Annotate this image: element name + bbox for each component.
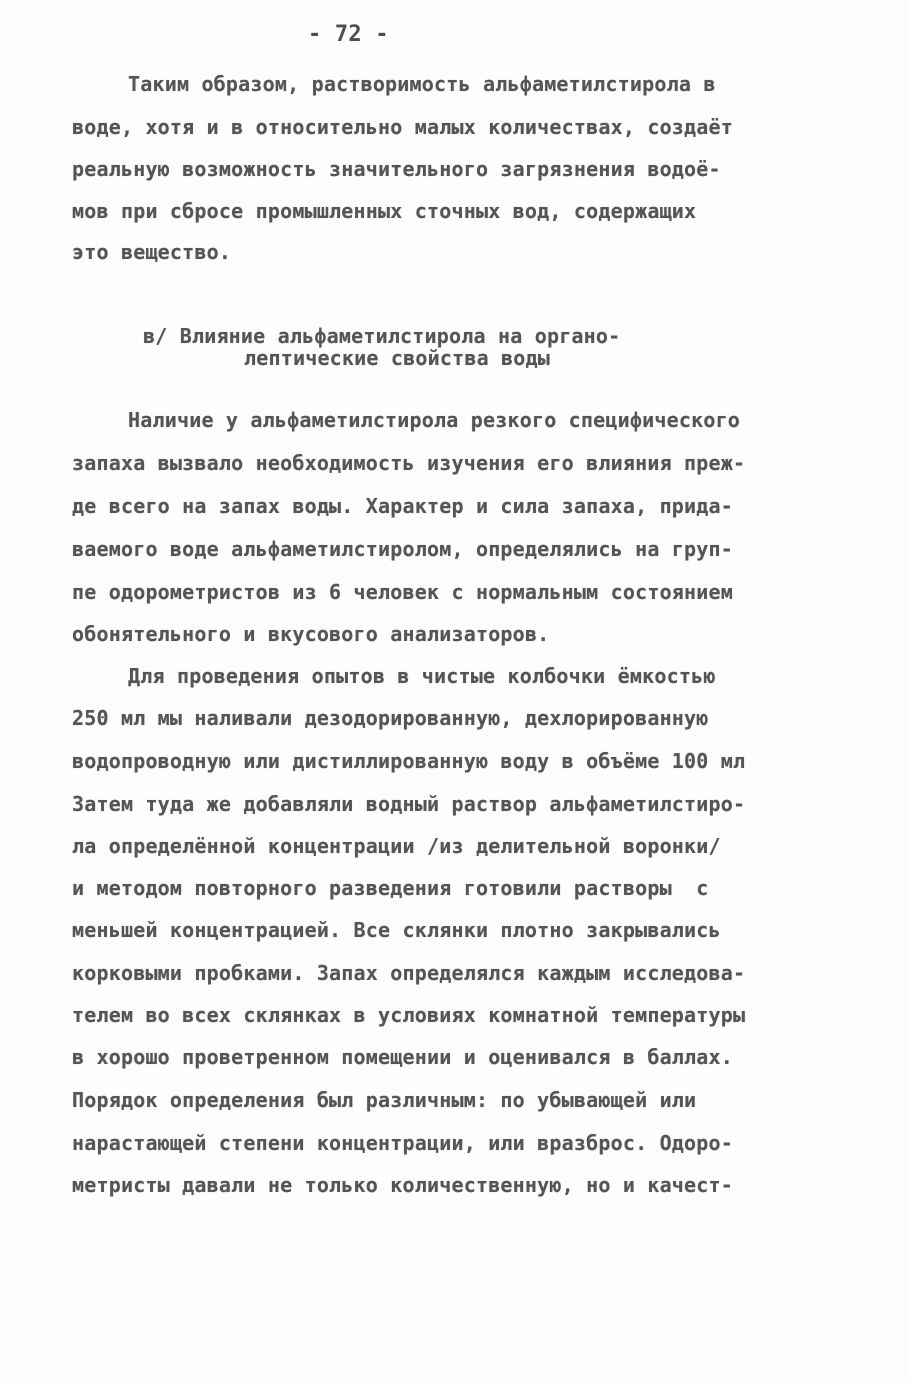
paragraph3-line-10: в хорошо проветренном помещении и оценивался в баллах. [72, 1045, 734, 1069]
section-heading-line-2: лептические свойства воды [244, 346, 551, 370]
paragraph3-line-2: 250 мл мы наливали дезодорированную, дехлорированную [72, 706, 709, 730]
paragraph2-line-4: ваемого воде альфаметилстиролом, определялись на груп- [72, 537, 734, 561]
paragraph2-line-5: пе одорометристов из 6 человек с нормальным состоянием [72, 580, 734, 604]
paragraph3-line-1: Для проведения опытов в чистые колбочки ёмкостью [128, 664, 716, 688]
paragraph1-line-1: Таким образом, растворимость альфаметилстирола в [128, 72, 716, 96]
paragraph2-line-2: запаха вызвало необходимость изучения его влияния преж- [72, 451, 746, 475]
paragraph3-line-13: метристы давали не только количественную, но и качест- [72, 1173, 734, 1197]
paragraph3-line-11: Порядок определения был различным: по убывающей или [72, 1088, 697, 1112]
page-number: - 72 - [308, 22, 389, 47]
paragraph3-line-8: корковыми пробками. Запах определялся каждым исследова- [72, 961, 746, 985]
paragraph3-line-4: Затем туда же добавляли водный раствор альфаметилстиро- [72, 792, 746, 816]
paragraph1-line-2: воде, хотя и в относительно малых количествах, создаёт [72, 115, 734, 139]
paragraph2-line-6: обонятельного и вкусового анализаторов. [72, 622, 550, 646]
paragraph2-line-1: Наличие у альфаметилстирола резкого специфического [128, 408, 741, 432]
paragraph3-line-12: нарастающей степени концентрации, или вразброс. Одоро- [72, 1131, 734, 1155]
paragraph3-line-9: телем во всех склянках в условиях комнатной температуры [72, 1003, 746, 1027]
paragraph1-line-3: реальную возможность значительного загрязнения водоё- [72, 157, 721, 181]
paragraph1-line-5: это вещество. [72, 240, 232, 264]
paragraph2-line-3: де всего на запах воды. Характер и сила запаха, прида- [72, 494, 734, 518]
paragraph3-line-7: меньшей концентрацией. Все склянки плотно закрывались [72, 918, 721, 942]
paragraph3-line-5: ла определённой концентрации /из делительной воронки/ [72, 834, 721, 858]
paragraph1-line-4: мов при сбросе промышленных сточных вод, содержащих [72, 199, 697, 223]
paragraph3-line-3: водопроводную или дистиллированную воду в объёме 100 мл [72, 749, 746, 773]
section-heading-line-1: в/ Влияние альфаметилстирола на органо- [143, 324, 621, 348]
paragraph3-line-6: и методом повторного разведения готовили растворы с [72, 876, 709, 900]
